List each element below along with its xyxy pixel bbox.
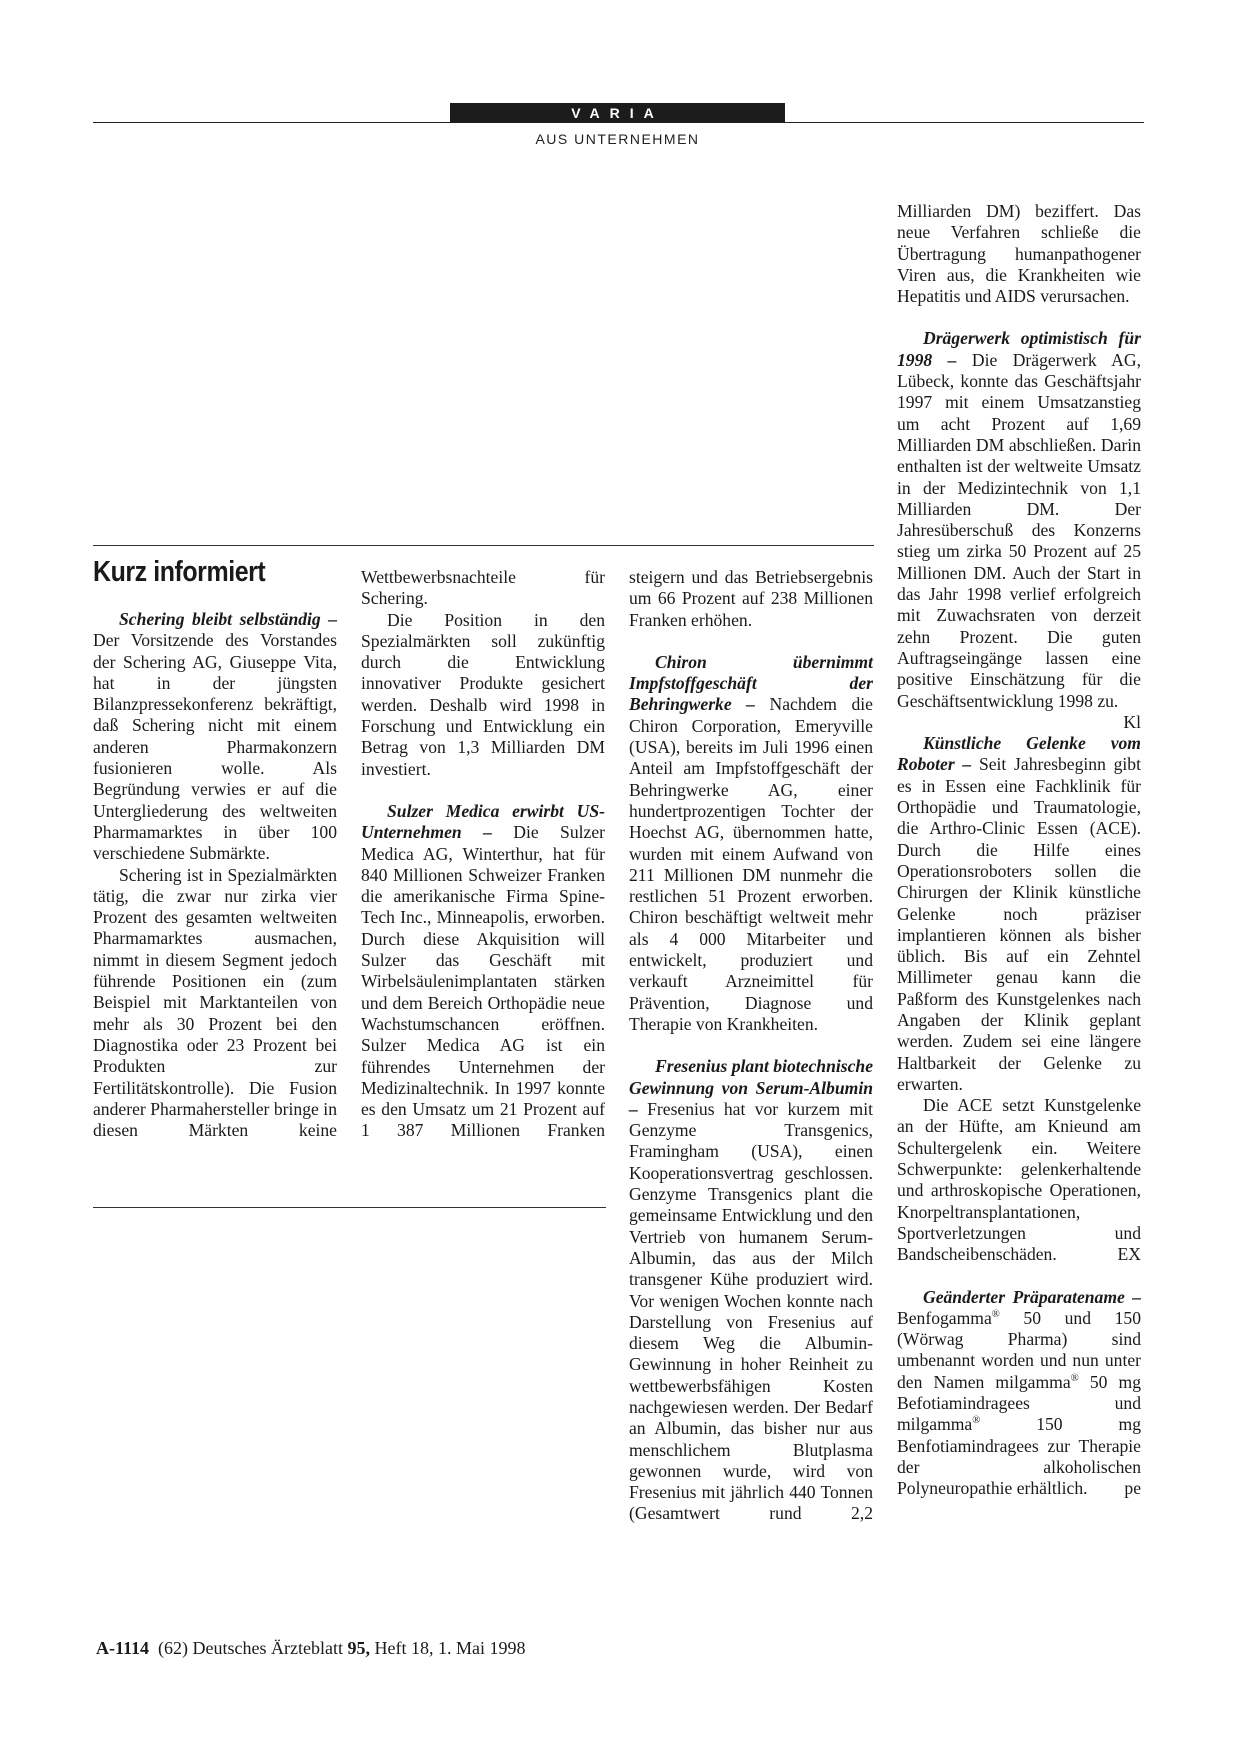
- box-rule-top: [93, 545, 874, 546]
- text-gelenke-p1: Seit Jahresbeginn gibt es in Essen eine Fachklinik für Orthopädie und Traumatologie, die Arthro-Clinic Essen (ACE). Durch die Hilfe eines Operationsroboters sollen die Chirurgen der Klinik künstliche Gelenke noch präziser implantieren können als bisher üblich. Bis auf ein Zehntel Millimeter genau kann die Paßform des Kunstgelenkes nach Angaben der Klinik geplant werden. Zudem sei eine längere Haltbarkeit der Gelenke zu erwarten.: [897, 754, 1141, 1094]
- text-fresenius-cont: Milliarden DM) beziffert. Das neue Verfahren schließe die Übertragung humanpathogener Viren aus, die Krankheiten wie Hepatitis und AIDS verursachen.: [897, 201, 1141, 307]
- column-4: [897, 201, 1141, 1500]
- text-gelenke-p2: Die ACE setzt Kunstgelenke an der Hüfte, am Knieund am Schultergelenk ein. Weitere Schwerpunkte: gelenkerhaltende und arthroskopische Operationen, Knorpeltransplantationen, Sportverletzungen und Bandscheibenschäden.: [897, 1095, 1141, 1265]
- text-schering-p2: Schering ist in Spezialmärkten tätig, die zwar nur zirka vier Prozent des gesamten weltweiten Pharmamarktes ausmachen, nimmt in diesem Segment jedoch führende Positionen ein (zum Beispiel mit Marktanteilen von mehr als 30 Prozent bei den Diagnostika oder 23 Prozent bei Produkten zur Fertilitätskontrolle). Die Fusion anderer Pharmahersteller bringe in diesen Märkten keine: [93, 864, 337, 1141]
- article-praeparat: [897, 1287, 1141, 1500]
- text-gelenke-p2-wrap: [897, 1095, 1141, 1265]
- article-chiron: [629, 652, 873, 1035]
- column-3: [629, 567, 873, 1525]
- text-sulzer: Die Sulzer Medica AG, Winterthur, hat für 840 Millionen Schweizer Franken die amerikanische Firma Spine-Tech Inc., Minneapolis, erworben. Durch diese Akquisition will Sulzer das Geschäft mit Wirbelsäulenimplantaten stärken und dem Bereich Orthopädie neue Wachstumschancen eröffnen. Sulzer Medica AG ist ein führendes Unternehmen der Medizinaltechnik. In 1997 konnte es den Umsatz um 21 Prozent auf 1 387 Millionen Franken: [361, 822, 605, 1141]
- article-sulzer: [361, 801, 605, 1142]
- text-draeger: Die Drägerwerk AG, Lübeck, konnte das Geschäftsjahr 1997 mit einem Umsatzanstieg um acht Prozent auf 1,69 Milliarden DM abschließen. Darin enthalten ist der weltweite Umsatz in der Medizintechnik von 1,1 Milliarden DM. Der Jahresüberschuß des Konzerns stieg um zirka 50 Prozent auf 25 Millionen DM. Auch der Start in das Jahr 1998 verlief erfolgreich mit Zuwachsraten von derzeit zehn Prozent. Die guten Auftragseingänge lassen eine positive Einschätzung für die Geschäftsentwicklung 1998 zu.: [897, 349, 1141, 711]
- column-2: [361, 567, 605, 1142]
- headline-praeparat: Geänderter Präparatename –: [923, 1286, 1141, 1307]
- text-fresenius: Fresenius hat vor kurzem mit Genzyme Transgenics, Framingham (USA), einen Kooperationsvertrag geschlossen. Genzyme Transgenics plant die gemeinsame Entwicklung und den Vertrieb von humanem Serum-Albumin, das aus der Milch transgener Kühe produziert wird. Vor wenigen Wochen konnte nach Darstellung von Fresenius auf diesem Weg die Albumin-Gewinnung in hoher Reinheit zu wettbewerbsfähigen Kosten nachgewiesen werden. Der Bedarf an Albumin, das bisher nur aus menschlichem Blutplasma gewonnen wurde, wird von Fresenius mit jährlich 440 Tonnen (Gesamtwert rund 2,2: [629, 1098, 873, 1524]
- text-praeparat-4: 150 mg Benfotiamindragees zur Therapie der alkoholischen Polyneuropathie erhältlich.: [897, 1414, 1141, 1499]
- signature-draeger: Kl: [1123, 711, 1141, 732]
- headline-sulzer: Sulzer Medica erwirbt US-Unternehmen –: [361, 800, 605, 843]
- text-schering-p2-cont: Wettbewerbsnachteile für Schering.: [361, 567, 605, 609]
- headline-gelenke: Künstliche Gelenke vom Roboter –: [897, 733, 1141, 775]
- headline-draeger: Drägerwerk optimistisch für 1998 –: [897, 328, 1141, 370]
- issue-date: Heft 18, 1. Mai 1998: [374, 1638, 526, 1658]
- box-rule-bottom: [93, 1207, 606, 1208]
- article-gelenke: [897, 733, 1141, 1095]
- page-footer: [96, 1638, 525, 1659]
- article-draeger: [897, 328, 1141, 732]
- registered-mark-2: ®: [1070, 1372, 1079, 1384]
- text-praeparat-2: 50 und 150 (Wörwag Pharma) sind umbenannt worden und nun unter den Namen milgamma: [897, 1307, 1141, 1392]
- subsection-label: AUS UNTERNEHMEN: [535, 131, 700, 147]
- text-sulzer-cont: steigern und das Betriebsergebnis um 66 Prozent auf 238 Millionen Franken erhöhen.: [629, 567, 873, 630]
- article-fresenius: [629, 1056, 873, 1525]
- text-schering-p3: Die Position in den Spezialmärkten soll zukünftig durch die Entwicklung innovativer Produkte gesichert werden. Deshalb wird 1998 in Forschung und Entwicklung ein Betrag von 1,3 Milliarden DM investiert.: [361, 609, 605, 779]
- text-praeparat-3: 50 mg Befotiamindragees und milgamma: [897, 1371, 1141, 1435]
- headline-chiron: Chiron übernimmt Impfstoffgeschäft der Behringwerke –: [629, 651, 873, 715]
- journal-name: Deutsches Ärzteblatt: [192, 1638, 343, 1658]
- text-chiron: Nachdem die Chiron Corporation, Emeryville (USA), bereits im Juli 1996 einen Anteil am Impfstoffgeschäft der Behringwerke AG, einer hundertprozentigen Tochter der Hoechst AG, übernommen hatte, wurden mit einem Aufwand von 211 Millionen DM nunmehr die restlichen 51 Prozent erworben. Chiron beschäftigt weltweit mehr als 4 000 Mitarbeiter und entwickelt, produziert und verkauft Arzneimittel für Prävention, Diagnose und Therapie von Krankheiten.: [629, 694, 873, 1034]
- box-title: Kurz informiert: [93, 556, 266, 588]
- issue-page: (62): [158, 1638, 189, 1658]
- section-label: VARIA: [450, 103, 785, 123]
- text-schering-p1: Der Vorsitzende des Vorstandes der Schering AG, Giuseppe Vita, hat in der jüngsten Bilanzpressekonferenz bekräftigt, daß Schering nicht mit einem anderen Pharmakonzern fusionieren wolle. Als Begründung verwies er auf die Untergliederung des weltweiten Pharmamarktes in über 100 verschiedene Submärkte.: [93, 630, 337, 864]
- signature-praeparat: pe: [1124, 1478, 1141, 1499]
- text-praeparat-1: Benfogamma: [897, 1307, 992, 1328]
- column-1: [93, 609, 337, 1141]
- page-number: A-1114: [96, 1638, 150, 1658]
- registered-mark-1: ®: [991, 1308, 1000, 1320]
- registered-mark-3: ®: [972, 1415, 981, 1427]
- article-schering: [93, 609, 337, 865]
- signature-gelenke: EX: [1117, 1244, 1141, 1265]
- headline-schering: Schering bleibt selbständig –: [119, 609, 337, 629]
- headline-fresenius: Fresenius plant biotechnische Gewinnung von Serum-Albumin –: [629, 1056, 873, 1119]
- volume: 95,: [347, 1638, 370, 1658]
